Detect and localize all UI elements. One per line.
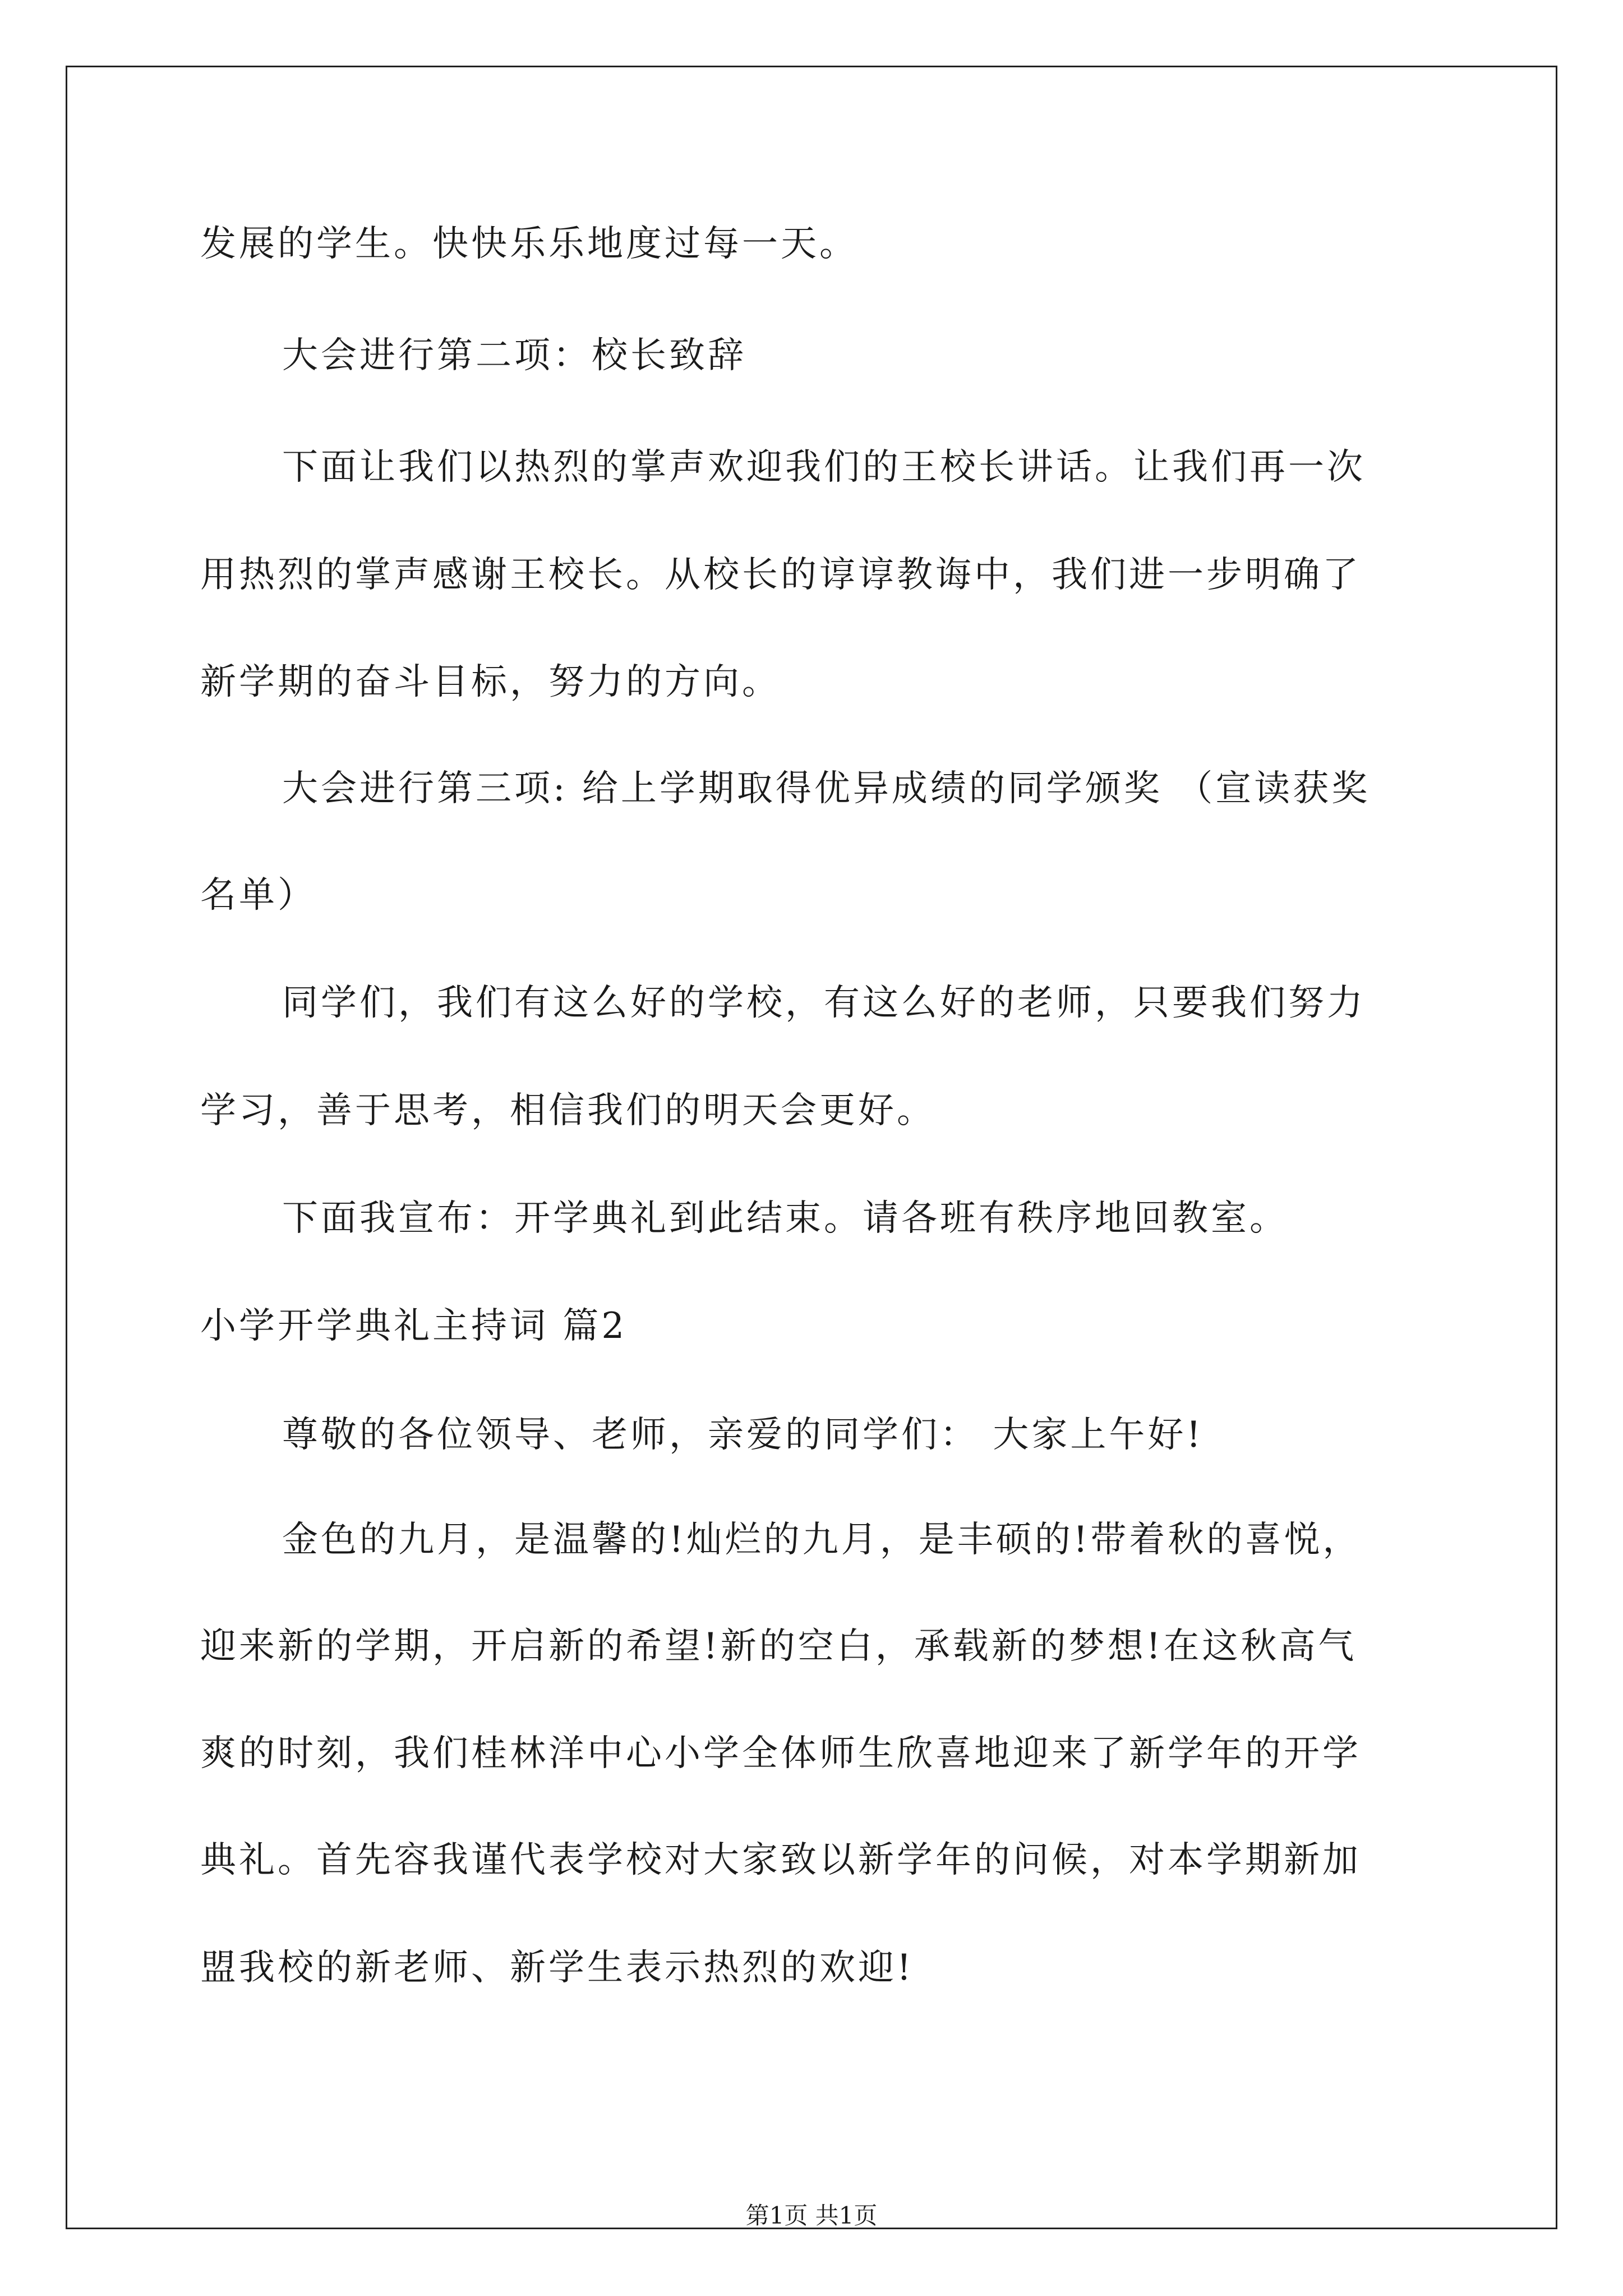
body-line: 新学期的奋斗目标，努力的方向。 (200, 661, 781, 703)
body-line: 用热烈的掌声感谢王校长。从校长的谆谆教诲中，我们进一步明确了 (200, 554, 1361, 596)
body-line: 学习，善于思考，相信我们的明天会更好。 (200, 1090, 935, 1131)
body-line: 爽的时刻，我们桂林洋中心小学全体师生欣喜地迎来了新学年的开学 (200, 1733, 1361, 1774)
body-line: 迎来新的学期，开启新的希望!新的空白，承载新的梦想!在这秋高气 (200, 1626, 1357, 1667)
body-line: 尊敬的各位领导、老师，亲爱的同学们： 大家上午好! (282, 1414, 1204, 1456)
body-line: 同学们，我们有这么好的学校，有这么好的老师，只要我们努力 (282, 982, 1366, 1024)
body-line: 发展的学生。快快乐乐地度过每一天。 (200, 223, 858, 265)
body-line: 典礼。首先容我谨代表学校对大家致以新学年的问候，对本学期新加 (200, 1839, 1361, 1881)
page-border (66, 66, 1557, 2229)
body-line: 名单） (200, 875, 316, 916)
agenda-heading: 大会进行第二项：校长致辞 (282, 335, 746, 376)
body-line: 下面让我们以热烈的掌声欢迎我们的王校长讲话。让我们再一次 (282, 447, 1366, 488)
section-title: 小学开学典礼主持词 篇2 (200, 1305, 628, 1347)
body-line: 金色的九月，是温馨的!灿烂的九月，是丰硕的!带着秋的喜悦， (282, 1519, 1362, 1561)
body-line: 盟我校的新老师、新学生表示热烈的欢迎! (200, 1947, 914, 1989)
page-number-footer: 第1页 共1页 (745, 2202, 878, 2229)
agenda-heading: 大会进行第三项: 给上学期取得优异成绩的同学颁奖 （宣读获奖 (282, 768, 1371, 809)
body-line: 下面我宣布：开学典礼到此结束。请各班有秩序地回教室。 (282, 1198, 1288, 1239)
